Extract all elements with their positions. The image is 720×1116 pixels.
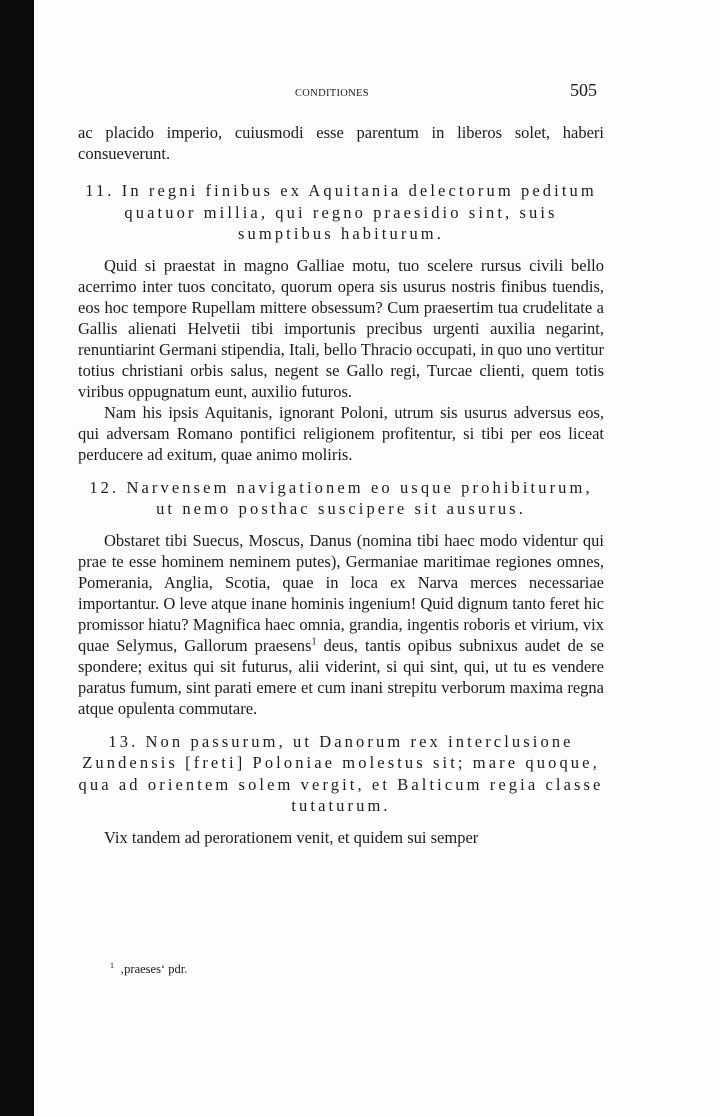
scan-binding-edge	[0, 0, 34, 1116]
article-heading-12: 12. Narvensem navigationem eo usque prohibiturum, ut nemo posthac suscipere sit ausurus.	[89, 477, 593, 518]
paragraph: Vix tandem ad perorationem venit, et quidem sui semper	[104, 827, 479, 847]
paragraph: Nam his ipsis Aquitanis, ignorant Poloni, utrum sis usurus adversus eos, qui adversam Romano pontifici religionem profitentur, si tibi per eos liceat perducere ad exitum, quae animo moliris.	[78, 402, 604, 464]
footnote-reference[interactable]: 1	[311, 636, 317, 647]
article-heading-13: 13. Non passurum, ut Danorum rex interclusione Zundensis [freti] Poloniae molestus sit; mare quoque, qua ad orientem solem vergit, et Balticum regia classe tutaturum.	[78, 731, 604, 815]
body-text	[78, 122, 604, 848]
footnote-text: ‚praeses‘ pdr.	[120, 962, 188, 977]
paragraph	[78, 530, 604, 719]
footnote	[110, 961, 187, 977]
article-heading-11: 11. In regni finibus ex Aquitania delectorum peditum quatuor millia, qui regno praesidio sint, suis sumptibus habiturum.	[85, 181, 597, 243]
running-title: CONDITIONES	[295, 88, 369, 99]
paragraph-text: Obstaret tibi Suecus, Moscus, Danus (nomina tibi haec modo videntur qui prae te esse hominem neminem putes), Germaniae maritimae regiones omnes, Pomerania, Anglia, Scotia, quae in loca ex Narva merces necessariae importantur. O leve atque inane hominis ingenium! Quid dignum tanto feret hic promissor hiatu? Magnifica haec omnia, grandia, ingentis roboris et virium, vix quae Selymus, Gallorum praesens	[78, 530, 604, 655]
paragraph: Quid si praestat in magno Galliae motu, tuo scelere rursus civili bello acerrimo inter tuos concitato, quorum opera sis usurus nostris finibus tuendis, eos hoc tempore Rupellam mittere obsessum? Cum praesertim tua crudelitate a Gallis alienati Helvetii tibi importunis precibus urgenti auxilia negarint, renuntiarint Germani stipendia, Itali, bello Thracio occupati, in quo uno vertitur totius christiani orbis salus, negent se Gallo regi, Turcae clienti, quem totis viribus oppugnatum eunt, auxilio futuros.	[78, 255, 604, 401]
paragraph-text: deus, tantis opibus subnixus audet de se spondere; exitus qui sit futurus, alii viderint, si qui sint, qui, ut tu es vendere paratus fumum, sint parati emere et cum inani strepitu verborum maxima regna atque opulenta commutare.	[78, 635, 604, 718]
page-number: 505	[570, 80, 597, 100]
footnote-mark: 1	[110, 961, 114, 970]
continuation-paragraph: ac placido imperio, cuiusmodi esse parentum in liberos solet, haberi consueverunt.	[78, 123, 604, 163]
